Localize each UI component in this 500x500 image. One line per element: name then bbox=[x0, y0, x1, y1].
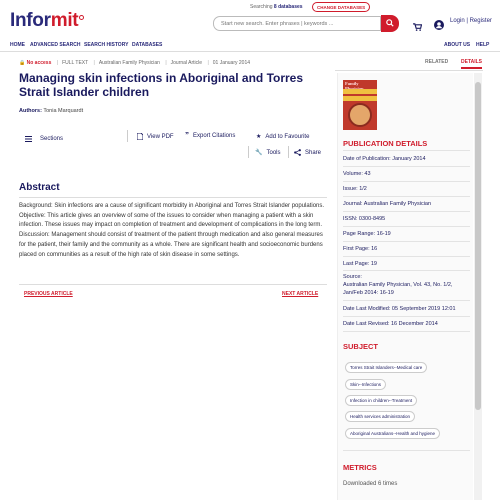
divider bbox=[288, 146, 289, 158]
issue: Issue: 1/2 bbox=[343, 186, 367, 192]
search-input[interactable] bbox=[213, 16, 381, 31]
search-button[interactable] bbox=[381, 15, 399, 32]
panel-tabs bbox=[335, 58, 483, 71]
journal-name: Australian Family Physician bbox=[98, 60, 160, 66]
volume: Volume: 43 bbox=[343, 171, 371, 177]
abstract-heading: Abstract bbox=[19, 182, 60, 193]
article-meta: 🔒 No access | FULL TEXT | Australian Family Physician | Journal Article | 01 January 2014 bbox=[19, 60, 251, 66]
article-type: Journal Article bbox=[170, 60, 203, 66]
sections-button[interactable] bbox=[25, 136, 63, 142]
add-favourite-label: Add to Favourite bbox=[265, 133, 310, 140]
nav-search-history[interactable]: SEARCH HISTORY bbox=[84, 42, 129, 48]
first-page: First Page: 16 bbox=[343, 246, 378, 252]
user-icon[interactable] bbox=[434, 17, 444, 35]
divider bbox=[343, 166, 470, 167]
divider bbox=[343, 331, 470, 332]
journal: Journal: Australian Family Physician bbox=[343, 201, 432, 207]
article-date: 01 January 2014 bbox=[212, 60, 251, 66]
divider bbox=[343, 196, 470, 197]
no-access-badge: 🔒 No access bbox=[19, 60, 52, 66]
subject-chip[interactable]: Torres Strait Islanders--Medical care bbox=[345, 362, 427, 373]
cover-illustration bbox=[348, 103, 372, 127]
divider bbox=[343, 150, 470, 151]
nav-databases[interactable]: DATABASES bbox=[132, 42, 163, 48]
cover-band bbox=[343, 96, 377, 101]
tools-button[interactable] bbox=[255, 149, 281, 156]
divider bbox=[343, 300, 470, 301]
logo-dot-icon bbox=[79, 15, 84, 20]
logo-accent-text: mit bbox=[50, 10, 79, 31]
search-icon bbox=[386, 19, 394, 27]
nav-home[interactable]: HOME bbox=[10, 42, 25, 48]
publication-details-heading: PUBLICATION DETAILS bbox=[343, 139, 428, 148]
top-navigation bbox=[0, 38, 500, 52]
previous-article-link[interactable]: PREVIOUS ARTICLE bbox=[24, 291, 73, 297]
divider bbox=[343, 241, 470, 242]
authors-label: Authors: bbox=[19, 108, 42, 114]
divider bbox=[127, 130, 128, 142]
full-text-label: FULL TEXT bbox=[62, 60, 89, 66]
divider bbox=[343, 181, 470, 182]
page-range: Page Range: 16-19 bbox=[343, 231, 391, 237]
subject-chip[interactable]: Skin--Infections bbox=[345, 379, 386, 390]
authors bbox=[19, 108, 83, 114]
nav-about-us[interactable]: ABOUT US bbox=[444, 42, 471, 48]
tab-related[interactable]: RELATED bbox=[425, 59, 449, 65]
change-databases-button[interactable]: CHANGE DATABASES bbox=[312, 2, 370, 12]
subject-chip[interactable]: Aboriginal Australians--Health and hygiene bbox=[345, 428, 440, 439]
next-article-link[interactable]: NEXT ARTICLE bbox=[282, 291, 319, 297]
share-label: Share bbox=[305, 149, 322, 156]
metrics-heading: METRICS bbox=[343, 463, 377, 472]
cover-title: Family bbox=[345, 81, 359, 86]
searching-databases-text bbox=[250, 4, 303, 10]
divider bbox=[343, 316, 470, 317]
databases-count: 8 databases bbox=[273, 4, 303, 10]
document-icon bbox=[137, 133, 143, 140]
cover-band bbox=[343, 89, 377, 94]
divider bbox=[343, 226, 470, 227]
author-name[interactable]: Tonia Marquardt bbox=[43, 108, 84, 114]
article-title: Managing skin infections in Aboriginal and Torres Strait Islander children bbox=[19, 71, 304, 99]
list-icon bbox=[25, 136, 32, 142]
wrench-icon: 🔧 bbox=[255, 150, 263, 156]
abstract-text: Background: Skin infections are a cause of significant morbidity in Aboriginal and Torres Strait Islander populations. Objective: This article gives an overview of some of the issues to consider when managing a patient with a skin infection. These issues may impact on completion of treatment and development of complications in the long term. Discussion: Management should consist of treatment of the patient through medication and also general measures for the patient, their family and the community as a whole. There are significant health and socioeconomic burdens placed on communities as a result of the high rate of skin disease in some settings. bbox=[19, 203, 325, 258]
source-value: Australian Family Physician, Vol. 43, No. 1/2, Jan/Feb 2014: 16-19 bbox=[343, 282, 453, 296]
star-icon: ★ bbox=[256, 134, 262, 140]
no-access-text: No access bbox=[26, 60, 52, 66]
view-pdf-button[interactable] bbox=[137, 133, 174, 140]
share-icon bbox=[294, 149, 301, 156]
add-favourite-button[interactable] bbox=[256, 133, 309, 140]
informit-logo[interactable] bbox=[10, 10, 83, 32]
panel-scrollbar-thumb[interactable] bbox=[475, 82, 481, 410]
tools-label: Tools bbox=[266, 149, 281, 156]
date-last-revised: Date Last Revised: 16 December 2014 bbox=[343, 321, 438, 327]
subject-chip[interactable]: Infection in children--Treatment bbox=[345, 395, 417, 406]
subject-heading: SUBJECT bbox=[343, 342, 379, 351]
login-register-link[interactable]: Login | Register bbox=[450, 18, 492, 24]
divider bbox=[19, 284, 327, 285]
journal-cover-image[interactable] bbox=[343, 80, 377, 130]
view-pdf-label: View PDF bbox=[147, 133, 174, 140]
export-citations-button[interactable] bbox=[185, 133, 235, 139]
source-label: Source: bbox=[343, 274, 362, 280]
nav-help[interactable]: HELP bbox=[476, 42, 490, 48]
cart-icon[interactable] bbox=[413, 18, 422, 36]
divider bbox=[343, 450, 470, 451]
date-last-modified: Date Last Modified: 05 September 2019 12:01 bbox=[343, 306, 456, 312]
issn: ISSN: 0300-8495 bbox=[343, 216, 386, 222]
searching-prefix: Searching bbox=[250, 4, 273, 10]
logo-text: Infor bbox=[10, 10, 51, 31]
export-citations-label: Export Citations bbox=[193, 133, 236, 139]
divider bbox=[19, 197, 327, 198]
divider bbox=[343, 270, 470, 271]
divider bbox=[343, 256, 470, 257]
download-count: Downloaded 6 times bbox=[343, 481, 398, 487]
share-button[interactable] bbox=[294, 149, 321, 156]
divider bbox=[343, 211, 470, 212]
sections-label: Sections bbox=[40, 136, 64, 142]
last-page: Last Page: 19 bbox=[343, 261, 377, 267]
nav-advanced-search[interactable]: ADVANCED SEARCH bbox=[30, 42, 81, 48]
subject-chip[interactable]: Health services administration bbox=[345, 411, 415, 422]
date-of-publication: Date of Publication: January 2014 bbox=[343, 156, 426, 162]
quote-icon: ” bbox=[185, 131, 189, 140]
divider bbox=[248, 146, 249, 158]
tab-details[interactable]: DETAILS bbox=[461, 59, 482, 69]
